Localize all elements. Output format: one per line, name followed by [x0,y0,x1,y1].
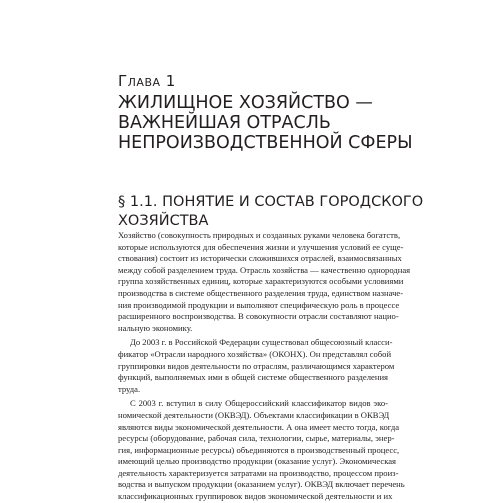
section-title [118,193,424,231]
text-line: имеющий целью производство продукции (оказание услуг). Экономическая [118,456,397,467]
text-line: С 2003 г. вступил в силу Общероссийский классификатор видов эко- [130,398,388,409]
text-line: труда. [118,383,141,394]
text-line: До 2003 г. в Российской Федерации существовал общесоюзный класси- [130,337,393,348]
text-line: деятельность характеризуется затратами на производство, процессом произ- [118,467,399,478]
text-line: водства и выпуском продукции (оказанием услуг). ОКВЭД включает перечень [118,479,405,490]
text-line: ресурсы (оборудование, рабочая сила, технологии, сырье, материалы, энер- [118,433,395,444]
chapter-title-line: ЖИЛИЩНОЕ ХОЗЯЙСТВО — [118,93,373,113]
text-line: нальную экономику. [118,322,193,333]
section-title-line: § 1.1. ПОНЯТИЕ И СОСТАВ ГОРОДСКОГО [118,194,424,210]
text-line: фикатор «Отрасли народного хозяйства» (ОКОНХ). Он представлял собой [118,348,392,359]
paragraph [118,230,411,334]
text-line: которые используются для обеспечения жизни и улучшения условий ее суще- [118,241,404,252]
text-line: производства в системе общественного разделения труда, единством назначе- [118,287,404,298]
paragraph [118,337,395,395]
chapter-title-line: НЕПРОИЗВОДСТВЕННОЙ СФЕРЫ [118,133,413,153]
text-line: являются виды экономической деятельности. А она имеет место тогда, когда [118,421,400,432]
text-line: гия, информационные ресурсы) объединяются в производственный процесс, [118,444,400,455]
section-title-line: ХОЗЯЙСТВА [118,213,209,229]
text-line: классификационных группировок видов экономической деятельности и их [118,491,393,502]
chapter-title [118,93,418,153]
chapter-title-line: ВАЖНЕЙШАЯ ОТРАСЛЬ [118,113,331,133]
chapter-label: Глава 1 [118,72,176,90]
paragraph [118,398,405,502]
text-line: Хозяйство (совокупность природных и созданных руками человека богатств, [118,230,401,240]
body-text [118,230,411,503]
text-line: номической деятельности (ОКВЭД). Объектами классификации в ОКВЭД [118,409,390,420]
text-line: группа хозяйственных единиц, которые характеризуются особыми условиями [118,276,404,287]
text-line: ствования) состоит из исторически сложившихся отраслей, взаимосвязанных [118,253,402,264]
text-line: между собой разделением труда. Отрасль хозяйства — качественно однородная [118,264,411,275]
text-line: ния производимой продукции и выполняют специфическую роль в процессе [118,299,400,310]
text-line: расширенного воспроизводства. В совокупности отрасли составляют нацио- [118,311,399,322]
text-line: группировки видов деятельности по отраслям, различающимся характером [118,360,395,371]
text-line: функций, выполняемых ими в общей системе общественного разделения [118,372,388,383]
